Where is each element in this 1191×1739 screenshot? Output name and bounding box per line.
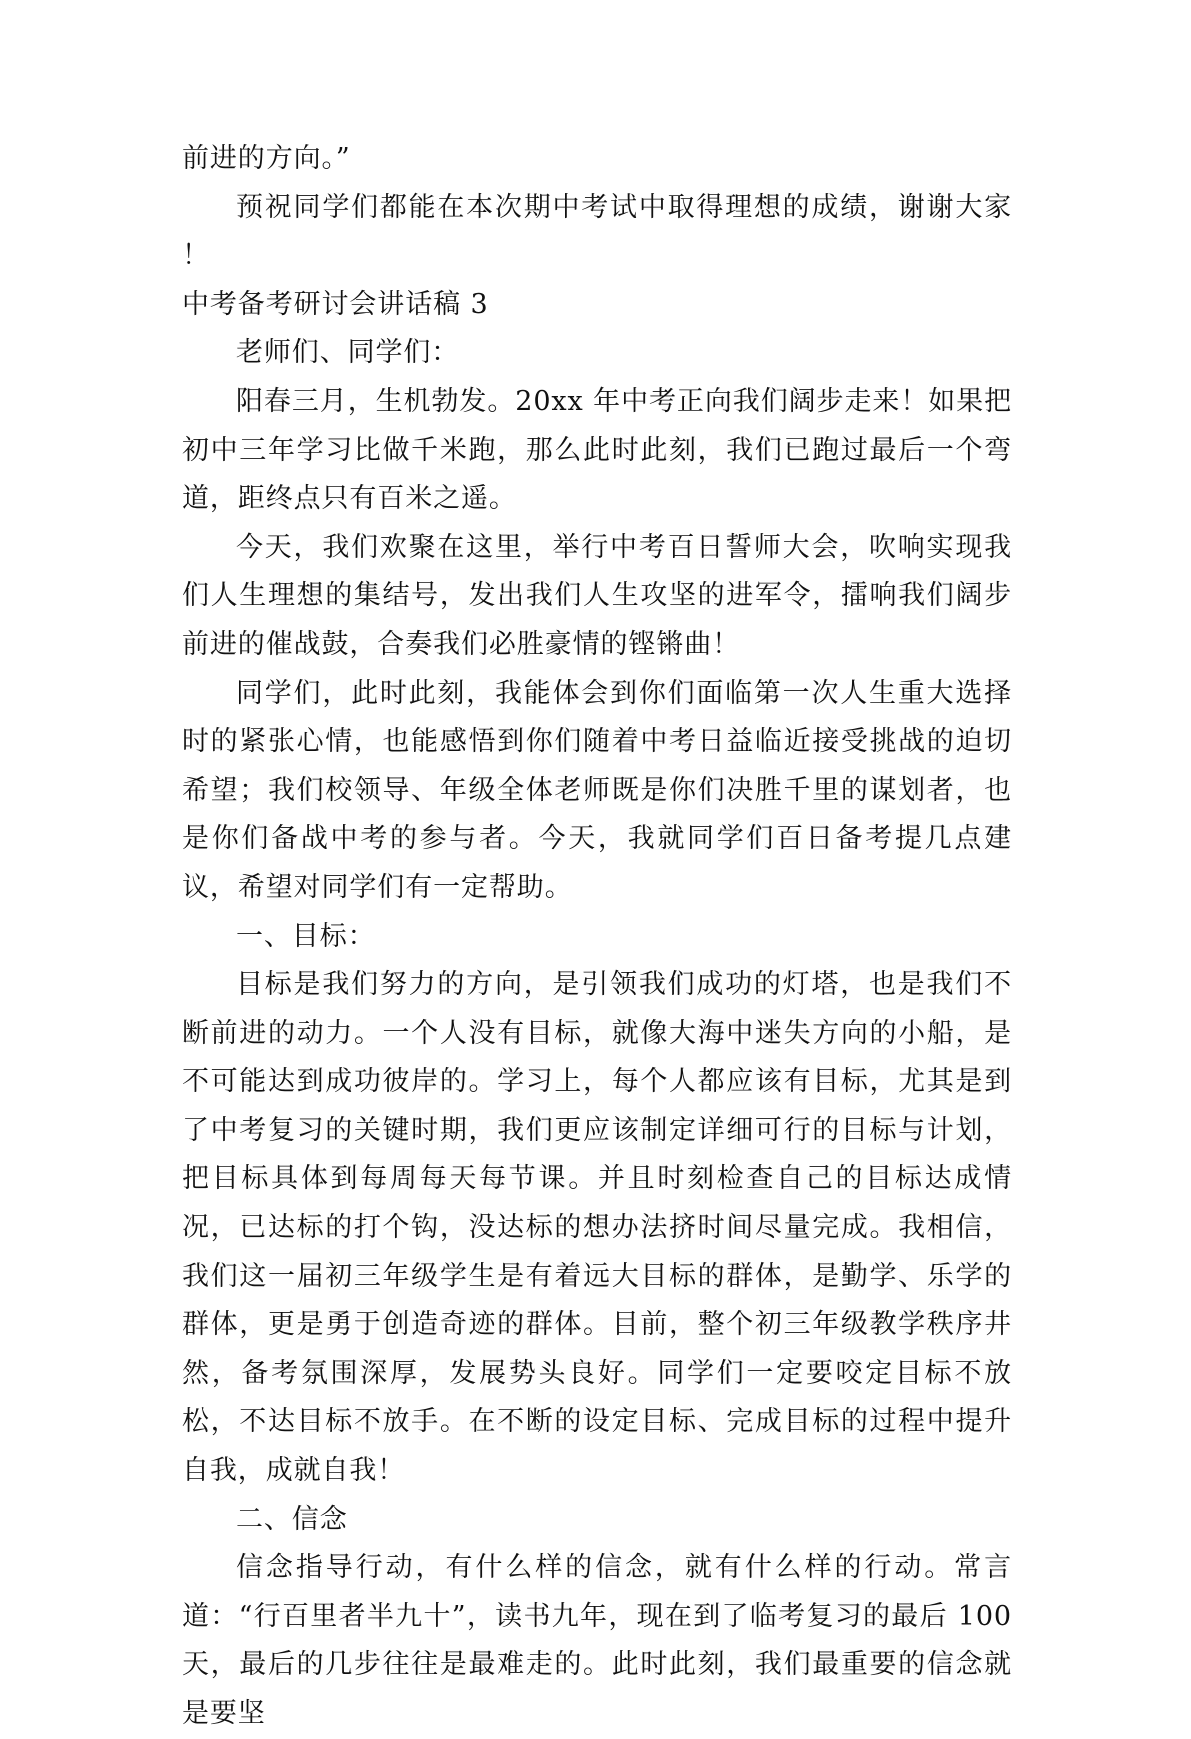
paragraph-goals: 目标是我们努力的方向，是引领我们成功的灯塔，也是我们不断前进的动力。一个人没有目标，就像大海中迷失方向的小船，是不可能达到成功彼岸的。学习上，每个人都应该有目标，尤其是到了中考复习的关键时期，我们更应该制定详细可行的目标与计划，把目标具体到每周每天每节课。并且时刻检查自己的目标达成情况，已达标的打个钩，没达标的想办法挤时间尽量完成。我相信，我们这一届初三年级学生是有着远大目标的群体，是勤学、乐学的群体，更是勇于创造奇迹的群体。目前，整个初三年级教学秩序井然，备考氛围深厚，发展势头良好。同学们一定要咬定目标不放松，不达目标不放手。在不断的设定目标、完成目标的过程中提升自我，成就自我！ [182,969,1012,1487]
paragraph-closing-wish: 预祝同学们都能在本次期中考试中取得理想的成绩，谢谢大家 ！ [182,191,1012,272]
paragraph-address-students: 同学们，此时此刻，我能体会到你们面临第一次人生重大选择时的紧张心情，也能感悟到你们随着中考日益临近接受挑战的迫切希望；我们校领导、年级全体老师既是你们决胜千里的谋划者，也是你们备战中考的参与者。今天，我就同学们百日备考提几点建议，希望对同学们有一定帮助。 [182,677,1012,903]
paragraph-intro: 阳春三月，生机勃发。20xx 年中考正向我们阔步走来！如果把初中三年学习比做千米跑，那么此时此刻，我们已跑过最后一个弯道，距终点只有百米之遥。 [182,385,1012,515]
paragraph-continuation: 前进的方向。” [182,143,351,174]
section-title: 中考备考研讨会讲话稿 3 [182,288,489,320]
document-body [182,135,1012,1739]
paragraph-belief: 信念指导行动，有什么样的信念，就有什么样的行动。常言道：“行百里者半九十”，读书九年，现在到了临考复习的最后 100 天，最后的几步往往是最难走的。此时此刻，我们最重要的信念就是要坚 [182,1552,1012,1729]
paragraph-salutation: 老师们、同学们： [236,337,460,369]
paragraph-rally: 今天，我们欢聚在这里，举行中考百日誓师大会，吹响实现我们人生理想的集结号，发出我们人生攻坚的进军令，擂响我们阔步前进的催战鼓，合奏我们必胜豪情的铿锵曲！ [182,531,1012,660]
subheading-belief: 二、信念 [236,1503,348,1535]
subheading-goals: 一、目标： [236,920,376,952]
